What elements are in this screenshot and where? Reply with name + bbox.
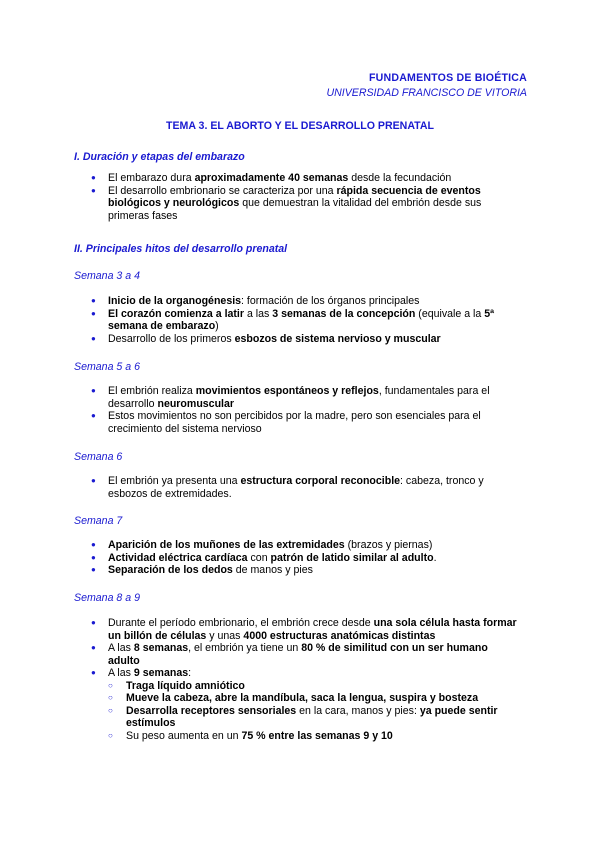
- list-item: ● El corazón comienza a latir a las 3 semanas de la concepción (equivale a la 5ª semana de embarazo): [91, 308, 521, 333]
- list-item: ● El desarrollo embrionario se caracteriza por una rápida secuencia de eventos biológicos y neurológicos que demuestran la vitalidad del embrión desde sus primeras fases: [91, 185, 521, 223]
- sub-list-item: ○ Su peso aumenta en un 75 % entre las semanas 9 y 10: [108, 730, 521, 743]
- list-item: ● Actividad eléctrica cardíaca con patrón de latido similar al adulto.: [91, 552, 521, 565]
- list-item: ● Aparición de los muñones de las extremidades (brazos y piernas): [91, 539, 521, 552]
- list-item: ● El embrión ya presenta una estructura corporal reconocible: cabeza, tronco y esbozos de extremidades.: [91, 475, 521, 500]
- week-6-list: [91, 475, 521, 500]
- topic-title: TEMA 3. EL ABORTO Y EL DESARROLLO PRENATAL: [165, 120, 434, 132]
- sub-list-item: ○ Traga líquido amniótico: [108, 680, 521, 693]
- list-item: ● Separación de los dedos de manos y pies: [91, 564, 521, 577]
- list-item: ● A las 8 semanas, el embrión ya tiene un 80 % de similitud con un ser humano adulto: [91, 642, 521, 667]
- sub-list-item: ○ Desarrolla receptores sensoriales en la cara, manos y pies: ya puede sentir estímulos: [108, 705, 521, 730]
- week-5-6-list: [91, 385, 521, 435]
- week-8-9-list: [91, 617, 521, 742]
- list-item: ● A las 9 semanas: ○ Traga líquido amniótico ○ Mueve la cabeza, abre la mandíbula, saca la lengua, suspira y bosteza ○ Desarrolla receptores sensoriales en la cara, manos y pies: ya puede sentir estímulos ○ Su peso aumenta en un 75 % entre las semanas 9 y 10: [91, 667, 521, 742]
- week-7-list: [91, 539, 521, 577]
- sub-list-item: ○ Mueve la cabeza, abre la mandíbula, saca la lengua, suspira y bosteza: [108, 692, 521, 705]
- section-1-title: I. Duración y etapas del embarazo: [74, 151, 245, 163]
- week-7-heading: Semana 7: [74, 515, 123, 527]
- list-item: ● El embrión realiza movimientos espontáneos y reflejos, fundamentales para el desarrollo neuromuscular: [91, 385, 521, 410]
- section-2-title: II. Principales hitos del desarrollo prenatal: [74, 243, 288, 255]
- week-8-9-heading: Semana 8 a 9: [74, 592, 140, 604]
- list-item: ● El embarazo dura aproximadamente 40 semanas desde la fecundación: [91, 172, 521, 185]
- course-title: FUNDAMENTOS DE BIOÉTICA: [368, 72, 527, 84]
- week-9-sublist: [108, 680, 521, 743]
- section-1-list: [91, 172, 521, 222]
- university-name: UNIVERSIDAD FRANCISCO DE VITORIA: [326, 87, 527, 99]
- list-item: ● Inicio de la organogénesis: formación de los órganos principales: [91, 295, 521, 308]
- list-item: ● Durante el período embrionario, el embrión crece desde una sola célula hasta formar un billón de células y unas 4000 estructuras anatómicas distintas: [91, 617, 521, 642]
- week-5-6-heading: Semana 5 a 6: [74, 361, 140, 373]
- week-3-4-list: [91, 295, 521, 345]
- week-3-4-heading: Semana 3 a 4: [74, 270, 140, 282]
- week-6-heading: Semana 6: [74, 451, 123, 463]
- list-item: ● Desarrollo de los primeros esbozos de sistema nervioso y muscular: [91, 333, 521, 346]
- list-item: ● Estos movimientos no son percibidos por la madre, pero son esenciales para el crecimiento del sistema nervioso: [91, 410, 521, 435]
